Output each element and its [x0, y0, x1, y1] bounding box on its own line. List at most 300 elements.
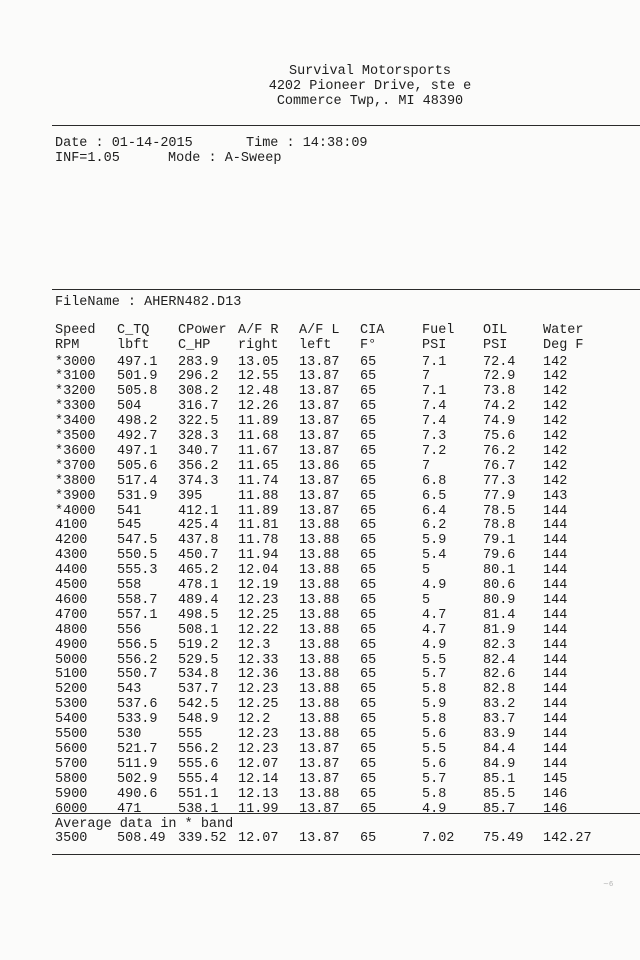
- table-cell: 4700: [55, 607, 88, 623]
- table-cell: 11.67: [238, 443, 279, 459]
- table-cell: 80.6: [483, 578, 516, 593]
- table-cell: 65: [360, 786, 377, 802]
- table-cell: 11.99: [238, 801, 279, 817]
- table-cell: 65: [360, 697, 377, 713]
- table-cell: 144: [543, 727, 568, 742]
- table-cell: 4.9: [422, 578, 447, 593]
- table-cell: 5200: [55, 682, 88, 698]
- table-cell: 12.04: [238, 563, 279, 579]
- table-cell: 13.88: [299, 786, 340, 802]
- table-cell: 556: [117, 622, 142, 638]
- table-row: [0, 594, 640, 609]
- table-cell: *3100: [55, 369, 96, 385]
- table-cell: 4.7: [422, 622, 447, 638]
- table-cell: 142: [543, 473, 568, 489]
- table-cell: 77.3: [483, 473, 516, 489]
- table-cell: 11.81: [238, 518, 279, 534]
- table-cell: 4400: [55, 563, 88, 579]
- table-cell: 489.4: [178, 592, 219, 608]
- table-row: [0, 668, 640, 683]
- table-row: [0, 356, 640, 371]
- table-cell: 498.5: [178, 607, 219, 623]
- table-cell: 4500: [55, 578, 88, 593]
- table-cell: 5: [422, 592, 431, 608]
- table-cell: 322.5: [178, 414, 219, 430]
- col-header: Water: [543, 323, 584, 338]
- table-row: [0, 445, 640, 460]
- col-unit: right: [238, 338, 279, 353]
- table-cell: 6000: [55, 801, 88, 817]
- table-cell: 11.68: [238, 429, 279, 444]
- table-cell: 13.87: [299, 756, 340, 772]
- table-cell: 550.5: [117, 548, 158, 564]
- table-cell: 13.87: [299, 488, 340, 504]
- table-cell: 65: [360, 563, 377, 579]
- company-address-line2: Commerce Twp,. MI 48390: [276, 94, 464, 109]
- inf-factor: INF=1.05: [55, 151, 120, 166]
- table-cell: 465.2: [178, 563, 219, 579]
- divider-average: [52, 813, 640, 814]
- table-cell: 296.2: [178, 369, 219, 385]
- table-cell: 144: [543, 697, 568, 713]
- table-cell: 4300: [55, 548, 88, 564]
- table-cell: 7.2: [422, 443, 447, 459]
- table-cell: 65: [360, 473, 377, 489]
- table-cell: 13.87: [299, 384, 340, 400]
- table-cell: 5.7: [422, 771, 447, 787]
- table-cell: 65: [360, 771, 377, 787]
- table-cell: 555.6: [178, 756, 219, 772]
- table-cell: 13.87: [299, 429, 340, 444]
- table-cell: 144: [543, 756, 568, 772]
- table-cell: 143: [543, 488, 568, 504]
- table-cell: 450.7: [178, 548, 219, 564]
- table-cell: 11.74: [238, 473, 279, 489]
- col-unit: F°: [360, 338, 377, 353]
- table-cell: 12.23: [238, 727, 279, 742]
- table-cell: 72.4: [483, 354, 516, 370]
- table-cell: *3600: [55, 443, 96, 459]
- table-cell: *4000: [55, 503, 96, 519]
- table-cell: 11.89: [238, 414, 279, 430]
- table-cell: 78.8: [483, 518, 516, 534]
- table-cell: 6.8: [422, 473, 447, 489]
- table-cell: 5.5: [422, 652, 447, 668]
- table-cell: 146: [543, 786, 568, 802]
- table-cell: 497.1: [117, 443, 158, 459]
- table-cell: 145: [543, 771, 568, 787]
- table-cell: 144: [543, 712, 568, 728]
- table-cell: 144: [543, 503, 568, 519]
- table-row: [0, 564, 640, 579]
- table-cell: 144: [543, 518, 568, 534]
- average-value: 12.07: [238, 831, 279, 846]
- table-cell: 78.5: [483, 503, 516, 519]
- table-cell: 144: [543, 533, 568, 549]
- table-cell: 12.23: [238, 592, 279, 608]
- table-cell: 13.88: [299, 592, 340, 608]
- table-cell: 5100: [55, 667, 88, 683]
- table-row: [0, 579, 640, 594]
- table-cell: 521.7: [117, 741, 158, 757]
- table-cell: 80.1: [483, 563, 516, 579]
- table-cell: 6.5: [422, 488, 447, 504]
- table-cell: 5.8: [422, 786, 447, 802]
- table-cell: 79.6: [483, 548, 516, 564]
- table-cell: 13.87: [299, 369, 340, 385]
- table-cell: 537.6: [117, 697, 158, 713]
- table-cell: 556.2: [178, 741, 219, 757]
- table-cell: 6.4: [422, 503, 447, 519]
- col-header: CPower: [178, 323, 227, 338]
- table-cell: 146: [543, 801, 568, 817]
- table-cell: 551.1: [178, 786, 219, 802]
- table-cell: 12.14: [238, 771, 279, 787]
- table-cell: 5: [422, 563, 431, 579]
- table-cell: 7.3: [422, 429, 447, 444]
- col-unit: PSI: [422, 338, 447, 353]
- table-row: [0, 713, 640, 728]
- table-cell: 65: [360, 682, 377, 698]
- col-header: Fuel: [422, 323, 455, 338]
- table-cell: *3900: [55, 488, 96, 504]
- table-cell: 316.7: [178, 399, 219, 415]
- table-cell: 437.8: [178, 533, 219, 549]
- table-cell: 65: [360, 712, 377, 728]
- divider-top: [52, 125, 640, 126]
- table-cell: 65: [360, 607, 377, 623]
- table-cell: 13.86: [299, 458, 340, 474]
- table-row: [0, 370, 640, 385]
- table-cell: 5.9: [422, 697, 447, 713]
- table-cell: 5000: [55, 652, 88, 668]
- average-row: [0, 832, 640, 847]
- table-row: [0, 728, 640, 743]
- col-header: A/F R: [238, 323, 279, 338]
- table-cell: 13.87: [299, 771, 340, 787]
- table-cell: 504: [117, 399, 142, 415]
- table-cell: 65: [360, 429, 377, 444]
- average-value: 13.87: [299, 831, 340, 846]
- table-cell: 519.2: [178, 637, 219, 653]
- table-cell: 530: [117, 727, 142, 742]
- table-cell: 555.4: [178, 771, 219, 787]
- table-row: [0, 639, 640, 654]
- table-cell: 11.94: [238, 548, 279, 564]
- average-label: Average data in * band: [55, 817, 234, 832]
- table-cell: 13.88: [299, 697, 340, 713]
- table-cell: 395: [178, 488, 203, 504]
- table-cell: 73.8: [483, 384, 516, 400]
- file-name: FileName : AHERN482.D13: [55, 295, 242, 310]
- col-header: A/F L: [299, 323, 340, 338]
- table-cell: 13.87: [299, 443, 340, 459]
- table-cell: 75.6: [483, 429, 516, 444]
- table-cell: 555.3: [117, 563, 158, 579]
- table-cell: 412.1: [178, 503, 219, 519]
- table-cell: 340.7: [178, 443, 219, 459]
- table-cell: 65: [360, 458, 377, 474]
- average-value: 65: [360, 831, 377, 846]
- table-cell: 5.7: [422, 667, 447, 683]
- table-cell: 144: [543, 741, 568, 757]
- table-cell: 13.87: [299, 414, 340, 430]
- table-cell: 492.7: [117, 429, 158, 444]
- table-cell: *3300: [55, 399, 96, 415]
- table-cell: 13.87: [299, 399, 340, 415]
- table-cell: 65: [360, 801, 377, 817]
- table-cell: 478.1: [178, 578, 219, 593]
- table-row: [0, 475, 640, 490]
- col-header: OIL: [483, 323, 508, 338]
- table-cell: 12.2: [238, 712, 271, 728]
- table-cell: 548.9: [178, 712, 219, 728]
- table-cell: 13.88: [299, 727, 340, 742]
- table-row: [0, 519, 640, 534]
- table-cell: 5.4: [422, 548, 447, 564]
- table-cell: 501.9: [117, 369, 158, 385]
- table-cell: 328.3: [178, 429, 219, 444]
- table-cell: 11.78: [238, 533, 279, 549]
- table-cell: 142: [543, 399, 568, 415]
- table-cell: 80.9: [483, 592, 516, 608]
- table-cell: 5300: [55, 697, 88, 713]
- col-unit: PSI: [483, 338, 508, 353]
- divider-bottom: [52, 854, 640, 855]
- table-cell: 65: [360, 533, 377, 549]
- table-cell: 12.26: [238, 399, 279, 415]
- table-cell: 557.1: [117, 607, 158, 623]
- table-cell: 5.6: [422, 727, 447, 742]
- table-cell: *3700: [55, 458, 96, 474]
- table-cell: 81.9: [483, 622, 516, 638]
- table-cell: 517.4: [117, 473, 158, 489]
- average-value: 7.02: [422, 831, 455, 846]
- table-cell: 13.88: [299, 667, 340, 683]
- table-cell: 13.88: [299, 578, 340, 593]
- col-header: C_TQ: [117, 323, 150, 338]
- table-cell: 83.7: [483, 712, 516, 728]
- table-cell: 82.4: [483, 652, 516, 668]
- table-cell: 5.5: [422, 741, 447, 757]
- table-row: [0, 385, 640, 400]
- table-row: [0, 683, 640, 698]
- table-cell: 425.4: [178, 518, 219, 534]
- table-cell: 537.7: [178, 682, 219, 698]
- table-cell: 497.1: [117, 354, 158, 370]
- average-value: 508.49: [117, 831, 166, 846]
- table-cell: 65: [360, 637, 377, 653]
- table-cell: 144: [543, 667, 568, 683]
- table-row: [0, 534, 640, 549]
- table-cell: 65: [360, 578, 377, 593]
- table-cell: 7.1: [422, 384, 447, 400]
- table-cell: 13.88: [299, 563, 340, 579]
- table-cell: 65: [360, 652, 377, 668]
- table-cell: 13.88: [299, 533, 340, 549]
- table-cell: 556.5: [117, 637, 158, 653]
- col-unit: lbft: [117, 338, 150, 353]
- table-cell: 13.87: [299, 801, 340, 817]
- table-cell: 308.2: [178, 384, 219, 400]
- table-cell: 72.9: [483, 369, 516, 385]
- table-units-row: [0, 339, 640, 354]
- table-cell: 7: [422, 369, 431, 385]
- table-cell: 12.33: [238, 652, 279, 668]
- table-cell: 374.3: [178, 473, 219, 489]
- table-cell: 505.6: [117, 458, 158, 474]
- table-cell: 502.9: [117, 771, 158, 787]
- table-cell: 142: [543, 354, 568, 370]
- table-cell: *3200: [55, 384, 96, 400]
- table-cell: 13.88: [299, 712, 340, 728]
- table-cell: 5900: [55, 786, 88, 802]
- average-value: 75.49: [483, 831, 524, 846]
- table-cell: 83.2: [483, 697, 516, 713]
- table-row: [0, 698, 640, 713]
- table-cell: 65: [360, 548, 377, 564]
- table-cell: 144: [543, 548, 568, 564]
- table-cell: 7.4: [422, 399, 447, 415]
- table-cell: 142: [543, 443, 568, 459]
- table-cell: *3500: [55, 429, 96, 444]
- table-cell: 538.1: [178, 801, 219, 817]
- table-cell: 142: [543, 429, 568, 444]
- table-cell: 82.6: [483, 667, 516, 683]
- table-cell: 555: [178, 727, 203, 742]
- table-row: [0, 505, 640, 520]
- table-cell: 558.7: [117, 592, 158, 608]
- table-cell: 12.48: [238, 384, 279, 400]
- table-cell: 4.9: [422, 637, 447, 653]
- table-cell: 529.5: [178, 652, 219, 668]
- average-value: 339.52: [178, 831, 227, 846]
- table-cell: 13.88: [299, 548, 340, 564]
- table-header-row: [0, 324, 640, 339]
- run-date: Date : 01-14-2015: [55, 136, 193, 151]
- table-cell: 505.8: [117, 384, 158, 400]
- table-cell: 144: [543, 637, 568, 653]
- table-cell: 4800: [55, 622, 88, 638]
- table-cell: 12.3: [238, 637, 271, 653]
- table-cell: 13.87: [299, 503, 340, 519]
- col-header: Speed: [55, 323, 96, 338]
- table-cell: 144: [543, 682, 568, 698]
- table-cell: 65: [360, 503, 377, 519]
- table-cell: 144: [543, 607, 568, 623]
- table-cell: 283.9: [178, 354, 219, 370]
- table-cell: 84.4: [483, 741, 516, 757]
- table-cell: 508.1: [178, 622, 219, 638]
- table-cell: 65: [360, 488, 377, 504]
- table-cell: 83.9: [483, 727, 516, 742]
- table-row: [0, 415, 640, 430]
- table-cell: 65: [360, 727, 377, 742]
- table-cell: 144: [543, 652, 568, 668]
- run-mode: Mode : A-Sweep: [168, 151, 282, 166]
- table-cell: 65: [360, 518, 377, 534]
- table-cell: 12.25: [238, 697, 279, 713]
- table-cell: 558: [117, 578, 142, 593]
- margin-mark: ~6: [603, 880, 614, 888]
- table-cell: 144: [543, 592, 568, 608]
- table-cell: 13.88: [299, 518, 340, 534]
- table-cell: 12.23: [238, 682, 279, 698]
- table-cell: 85.5: [483, 786, 516, 802]
- table-cell: 13.87: [299, 354, 340, 370]
- table-cell: 531.9: [117, 488, 158, 504]
- table-cell: 12.22: [238, 622, 279, 638]
- table-row: [0, 758, 640, 773]
- table-cell: 11.89: [238, 503, 279, 519]
- table-cell: 490.6: [117, 786, 158, 802]
- col-unit: RPM: [55, 338, 80, 353]
- table-row: [0, 460, 640, 475]
- table-cell: 7.1: [422, 354, 447, 370]
- table-cell: 65: [360, 667, 377, 683]
- table-cell: 471: [117, 801, 142, 817]
- table-cell: 142: [543, 369, 568, 385]
- table-cell: 142: [543, 384, 568, 400]
- table-cell: 5500: [55, 727, 88, 742]
- table-cell: 5400: [55, 712, 88, 728]
- table-cell: 12.25: [238, 607, 279, 623]
- run-time: Time : 14:38:09: [246, 136, 368, 151]
- table-cell: 142: [543, 458, 568, 474]
- table-cell: 5.8: [422, 682, 447, 698]
- table-cell: 65: [360, 384, 377, 400]
- table-cell: 4100: [55, 518, 88, 534]
- table-cell: 5.6: [422, 756, 447, 772]
- table-cell: 142: [543, 414, 568, 430]
- table-cell: 498.2: [117, 414, 158, 430]
- table-cell: 13.87: [299, 741, 340, 757]
- table-cell: 4.9: [422, 801, 447, 817]
- table-cell: 534.8: [178, 667, 219, 683]
- table-cell: 533.9: [117, 712, 158, 728]
- company-name: Survival Motorsports: [288, 64, 452, 79]
- table-cell: 543: [117, 682, 142, 698]
- table-cell: 144: [543, 622, 568, 638]
- table-cell: 65: [360, 592, 377, 608]
- table-cell: 65: [360, 354, 377, 370]
- table-row: [0, 549, 640, 564]
- table-cell: 13.87: [299, 473, 340, 489]
- table-cell: 81.4: [483, 607, 516, 623]
- table-cell: 13.88: [299, 622, 340, 638]
- table-cell: 85.7: [483, 801, 516, 817]
- table-cell: 6.2: [422, 518, 447, 534]
- table-cell: 12.36: [238, 667, 279, 683]
- table-cell: 85.1: [483, 771, 516, 787]
- table-cell: 65: [360, 369, 377, 385]
- table-cell: 13.88: [299, 607, 340, 623]
- table-row: [0, 743, 640, 758]
- col-header: CIA: [360, 323, 385, 338]
- table-cell: 144: [543, 563, 568, 579]
- table-row: [0, 803, 640, 818]
- table-cell: 74.9: [483, 414, 516, 430]
- table-cell: 5600: [55, 741, 88, 757]
- table-cell: *3000: [55, 354, 96, 370]
- average-value: 142.27: [543, 831, 592, 846]
- table-cell: 82.8: [483, 682, 516, 698]
- table-cell: 7.4: [422, 414, 447, 430]
- col-unit: left: [299, 338, 332, 353]
- table-cell: 65: [360, 443, 377, 459]
- table-cell: 65: [360, 414, 377, 430]
- table-row: [0, 400, 640, 415]
